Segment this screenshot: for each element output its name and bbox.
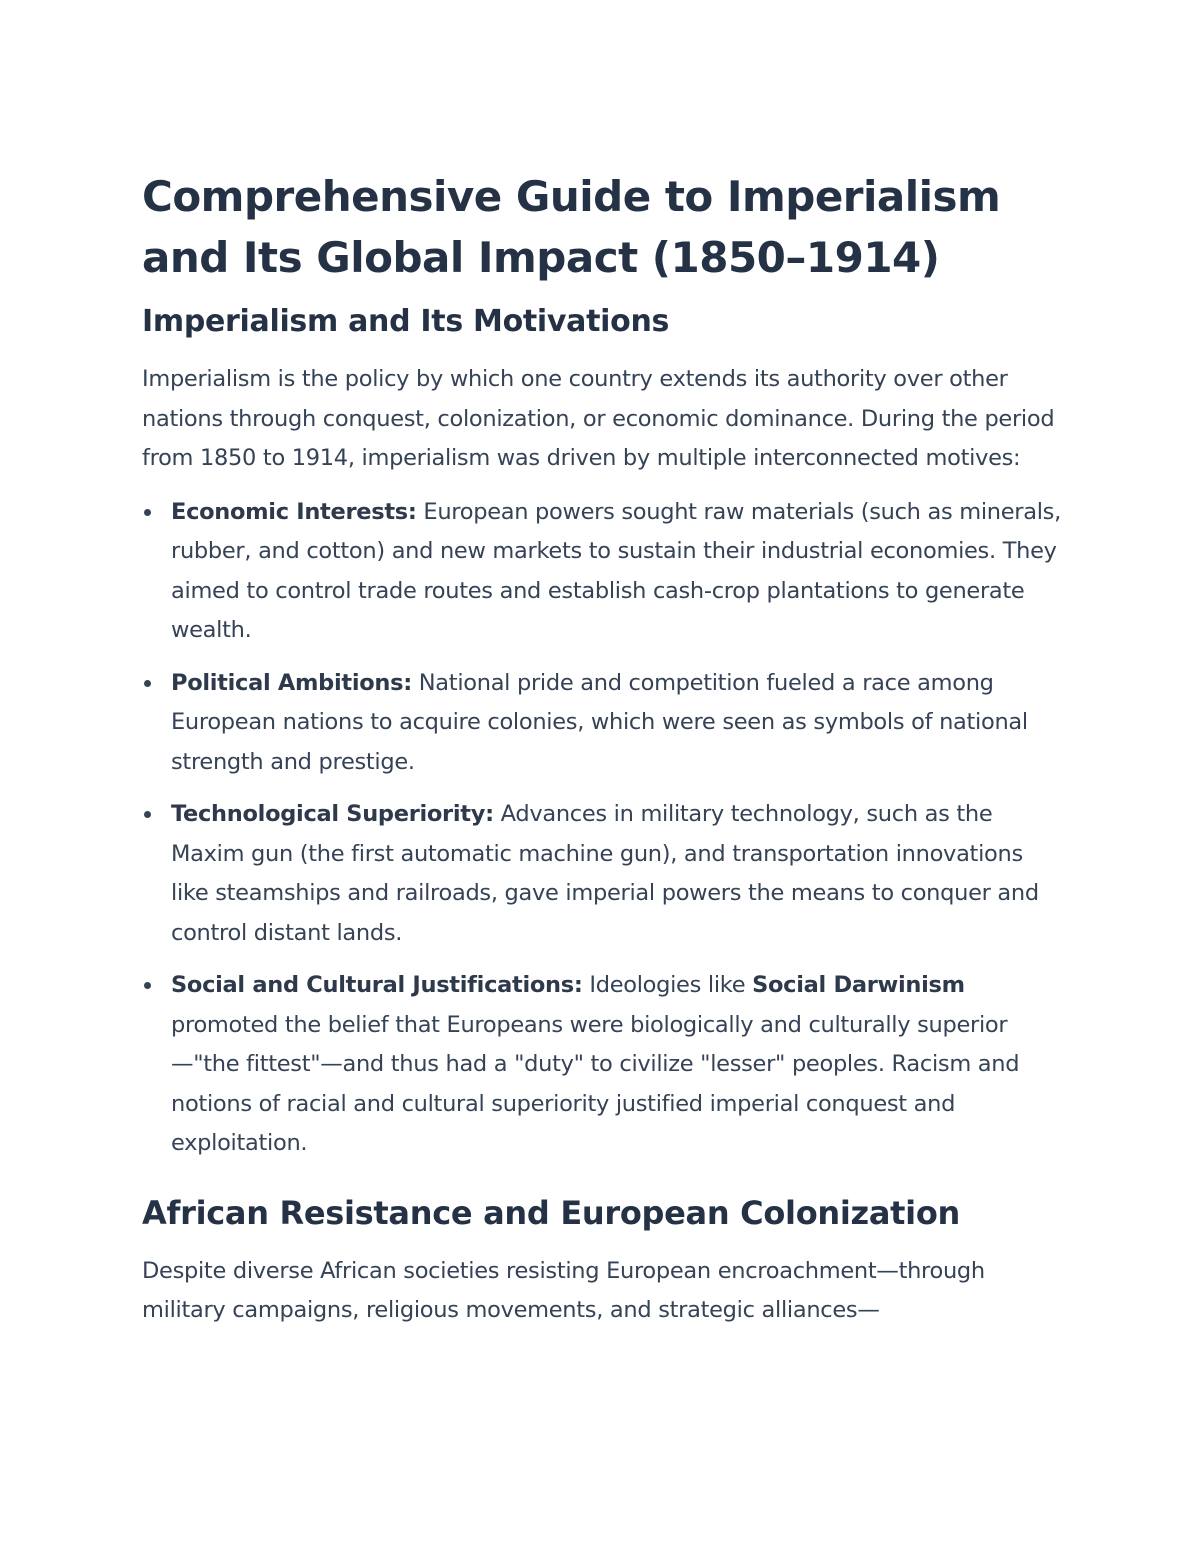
item-text: National pride and competition fueled a race among European nations to acquire colonies, which were seen as symbols of national strength and prestige. [171, 669, 1028, 775]
item-text: promoted the belief that Europeans were biologically and culturally superior—"the fittest"—and thus had a "duty" to civilize "lesser" peoples. Racism and notions of racial and cultural superiority justified imperial conquest and exploitation. [171, 1011, 1020, 1156]
item-label: Economic Interests: [171, 498, 417, 525]
item-label: Political Ambitions: [171, 669, 412, 696]
item-text: European powers sought raw materials (such as minerals, rubber, and cotton) and new markets to sustain their industrial economies. They aimed to control trade routes and establish cash-crop plantations to generate wealth. [171, 498, 1061, 643]
motivations-list [142, 493, 1062, 1164]
section-heading-motivations: Imperialism and Its Motivations [142, 304, 670, 339]
list-item [142, 795, 1062, 953]
list-item [142, 664, 1062, 783]
document-title: Comprehensive Guide to Imperialism and Its Global Impact (1850–1914) [142, 172, 1001, 282]
bullet-icon [144, 509, 151, 516]
bullet-icon [144, 982, 151, 989]
section-heading-african-resistance: African Resistance and European Colonization [142, 1193, 960, 1232]
item-text: Advances in military technology, such as the Maxim gun (the first automatic machine gun), and transportation innovations like steamships and railroads, gave imperial powers the means to conquer and control distant lands. [171, 801, 1039, 946]
list-item [142, 493, 1062, 651]
bullet-icon [144, 811, 151, 818]
section-intro-motivations: Imperialism is the policy by which one country extends its authority over other nations through conquest, colonization, or economic dominance. During the period from 1850 to 1914, imperialism was driven by multiple interconnected motives: [142, 366, 1055, 471]
item-bold-term: Social Darwinism [752, 972, 965, 998]
section-intro-african-resistance: Despite diverse African societies resisting European encroachment—through military campaigns, religious movements, and strategic alliances— [142, 1257, 985, 1323]
list-item [142, 966, 1062, 1164]
document-page [142, 166, 1062, 1331]
bullet-icon [144, 680, 151, 687]
item-text: Ideologies like [582, 972, 753, 998]
item-label: Social and Cultural Justifications: [171, 972, 583, 998]
item-label: Technological Superiority: [171, 801, 494, 827]
